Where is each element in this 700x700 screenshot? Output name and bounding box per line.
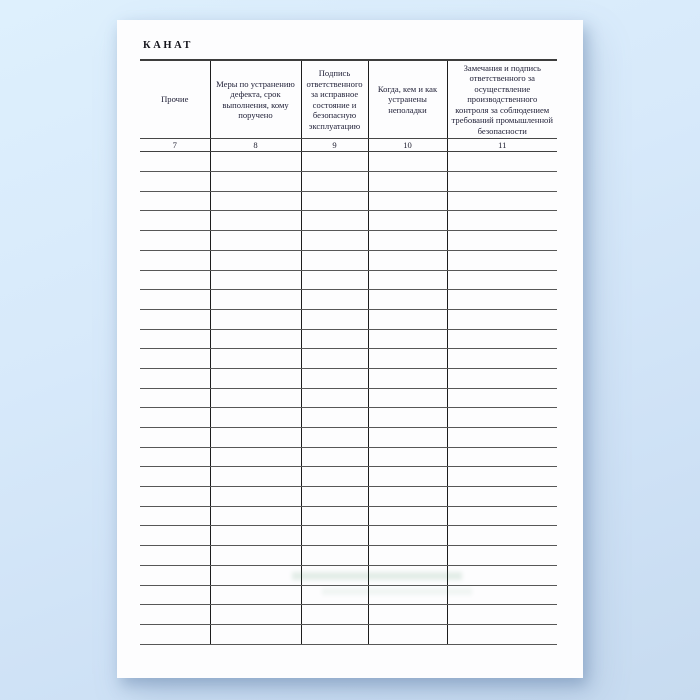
table-cell: [447, 250, 557, 270]
table-row: [140, 172, 557, 192]
table-cell: [368, 250, 447, 270]
table-cell: [447, 565, 557, 585]
table-cell: [447, 506, 557, 526]
table-cell: [140, 211, 210, 231]
table-cell: [368, 231, 447, 251]
header-cell: Меры по устранению дефекта, срок выполнения, кому поручено: [210, 60, 301, 139]
table-cell: [368, 270, 447, 290]
table-cell: [301, 506, 368, 526]
table-cell: [368, 447, 447, 467]
table-cell: [140, 526, 210, 546]
table-cell: [368, 506, 447, 526]
table-cell: [447, 329, 557, 349]
table-row: [140, 447, 557, 467]
table-cell: [447, 309, 557, 329]
table-cell: [210, 152, 301, 172]
table-cell: [368, 290, 447, 310]
table-row: [140, 388, 557, 408]
table-row: [140, 231, 557, 251]
table-row: [140, 428, 557, 448]
table-cell: [447, 487, 557, 507]
table-cell: [447, 211, 557, 231]
table-cell: [301, 526, 368, 546]
header-cell: Подпись ответственного за исправное состояние и безопасную эксплуатацию: [301, 60, 368, 139]
table-cell: [140, 506, 210, 526]
table-cell: [301, 368, 368, 388]
table-cell: [447, 624, 557, 644]
table-cell: [140, 191, 210, 211]
table-cell: [447, 526, 557, 546]
table-cell: [210, 487, 301, 507]
table-cell: [368, 368, 447, 388]
table-cell: [210, 565, 301, 585]
table-cell: [447, 172, 557, 192]
inspection-table: [140, 59, 557, 645]
table-cell: [447, 152, 557, 172]
table-cell: [447, 447, 557, 467]
table-cell: [301, 309, 368, 329]
table-row: [140, 368, 557, 388]
table-cell: [140, 349, 210, 369]
table-cell: [368, 467, 447, 487]
table-row: [140, 605, 557, 625]
table-cell: [368, 408, 447, 428]
table-row: [140, 467, 557, 487]
header-cell: Прочие: [140, 60, 210, 139]
table-cell: [447, 368, 557, 388]
table-cell: [140, 368, 210, 388]
table-cell: [301, 447, 368, 467]
header-row: [140, 60, 557, 139]
table-cell: [301, 349, 368, 369]
table-cell: [301, 231, 368, 251]
table-cell: [301, 191, 368, 211]
table-cell: [368, 605, 447, 625]
table-cell: [368, 546, 447, 566]
table-cell: [368, 329, 447, 349]
table-cell: [447, 605, 557, 625]
table-cell: [140, 546, 210, 566]
table-cell: [447, 231, 557, 251]
table-cell: [301, 211, 368, 231]
table-cell: [210, 270, 301, 290]
table-cell: [140, 231, 210, 251]
table-cell: [368, 152, 447, 172]
table-row: [140, 250, 557, 270]
table-cell: [140, 447, 210, 467]
table-cell: [368, 487, 447, 507]
table-cell: [210, 349, 301, 369]
table-cell: [368, 172, 447, 192]
table-cell: [210, 408, 301, 428]
table-row: [140, 152, 557, 172]
table-cell: [140, 487, 210, 507]
table-cell: [301, 605, 368, 625]
table-cell: [301, 585, 368, 605]
table-cell: [301, 428, 368, 448]
table-cell: [140, 428, 210, 448]
table-cell: [368, 428, 447, 448]
table-cell: [210, 585, 301, 605]
table-row: [140, 585, 557, 605]
table-cell: [447, 290, 557, 310]
table-cell: [210, 211, 301, 231]
table-row: [140, 565, 557, 585]
table-cell: [140, 408, 210, 428]
table-cell: [210, 191, 301, 211]
table-cell: [140, 309, 210, 329]
table-row: [140, 526, 557, 546]
table-cell: [447, 408, 557, 428]
table-cell: [301, 250, 368, 270]
table-cell: [301, 270, 368, 290]
table-row: [140, 487, 557, 507]
table-cell: [447, 467, 557, 487]
table-cell: [301, 624, 368, 644]
document-page: [117, 20, 583, 678]
table-cell: [447, 546, 557, 566]
table-cell: [368, 388, 447, 408]
column-number-cell: 9: [301, 139, 368, 152]
table-cell: [140, 290, 210, 310]
column-number-cell: 11: [447, 139, 557, 152]
table-cell: [368, 309, 447, 329]
table-row: [140, 624, 557, 644]
table-cell: [301, 152, 368, 172]
table-cell: [301, 467, 368, 487]
table-cell: [301, 388, 368, 408]
table-cell: [368, 624, 447, 644]
table-cell: [447, 388, 557, 408]
column-number-cell: 7: [140, 139, 210, 152]
table-cell: [210, 231, 301, 251]
table-cell: [210, 388, 301, 408]
table-cell: [447, 349, 557, 369]
table-cell: [210, 605, 301, 625]
table-cell: [210, 467, 301, 487]
table-row: [140, 408, 557, 428]
table-cell: [210, 290, 301, 310]
table-row: [140, 191, 557, 211]
table-cell: [301, 290, 368, 310]
table-cell: [368, 526, 447, 546]
table-cell: [301, 329, 368, 349]
table-cell: [210, 309, 301, 329]
table-cell: [301, 172, 368, 192]
table-row: [140, 506, 557, 526]
table-cell: [140, 329, 210, 349]
table-row: [140, 270, 557, 290]
table-cell: [140, 172, 210, 192]
table-cell: [301, 546, 368, 566]
page-title: КАНАТ: [143, 40, 194, 51]
table-row: [140, 309, 557, 329]
table-cell: [210, 428, 301, 448]
column-number-row: [140, 139, 557, 152]
table-cell: [368, 349, 447, 369]
table-cell: [447, 270, 557, 290]
table-cell: [140, 467, 210, 487]
table-cell: [210, 526, 301, 546]
table-cell: [368, 191, 447, 211]
column-number-cell: 10: [368, 139, 447, 152]
table-cell: [140, 270, 210, 290]
table-cell: [301, 408, 368, 428]
table-cell: [210, 172, 301, 192]
table-cell: [447, 191, 557, 211]
table-cell: [140, 624, 210, 644]
table-row: [140, 329, 557, 349]
table-cell: [368, 565, 447, 585]
table-cell: [140, 585, 210, 605]
table-cell: [301, 487, 368, 507]
table-cell: [368, 211, 447, 231]
table-cell: [368, 585, 447, 605]
table-row: [140, 290, 557, 310]
table-cell: [447, 585, 557, 605]
table-cell: [210, 506, 301, 526]
table-cell: [140, 388, 210, 408]
column-number-cell: 8: [210, 139, 301, 152]
table-cell: [140, 605, 210, 625]
header-cell: Замечания и подпись ответственного за осуществление производственного контроля за соблюдением требований промышленной безопасности: [447, 60, 557, 139]
table-cell: [447, 428, 557, 448]
header-cell: Когда, кем и как устранены неполадки: [368, 60, 447, 139]
table-cell: [210, 329, 301, 349]
table-body: [140, 152, 557, 644]
table-cell: [140, 250, 210, 270]
table-cell: [301, 565, 368, 585]
table-row: [140, 349, 557, 369]
table-cell: [210, 447, 301, 467]
table-row: [140, 546, 557, 566]
table-cell: [210, 250, 301, 270]
table-cell: [210, 368, 301, 388]
table-cell: [210, 546, 301, 566]
table-row: [140, 211, 557, 231]
table-cell: [210, 624, 301, 644]
table-cell: [140, 152, 210, 172]
table-cell: [140, 565, 210, 585]
